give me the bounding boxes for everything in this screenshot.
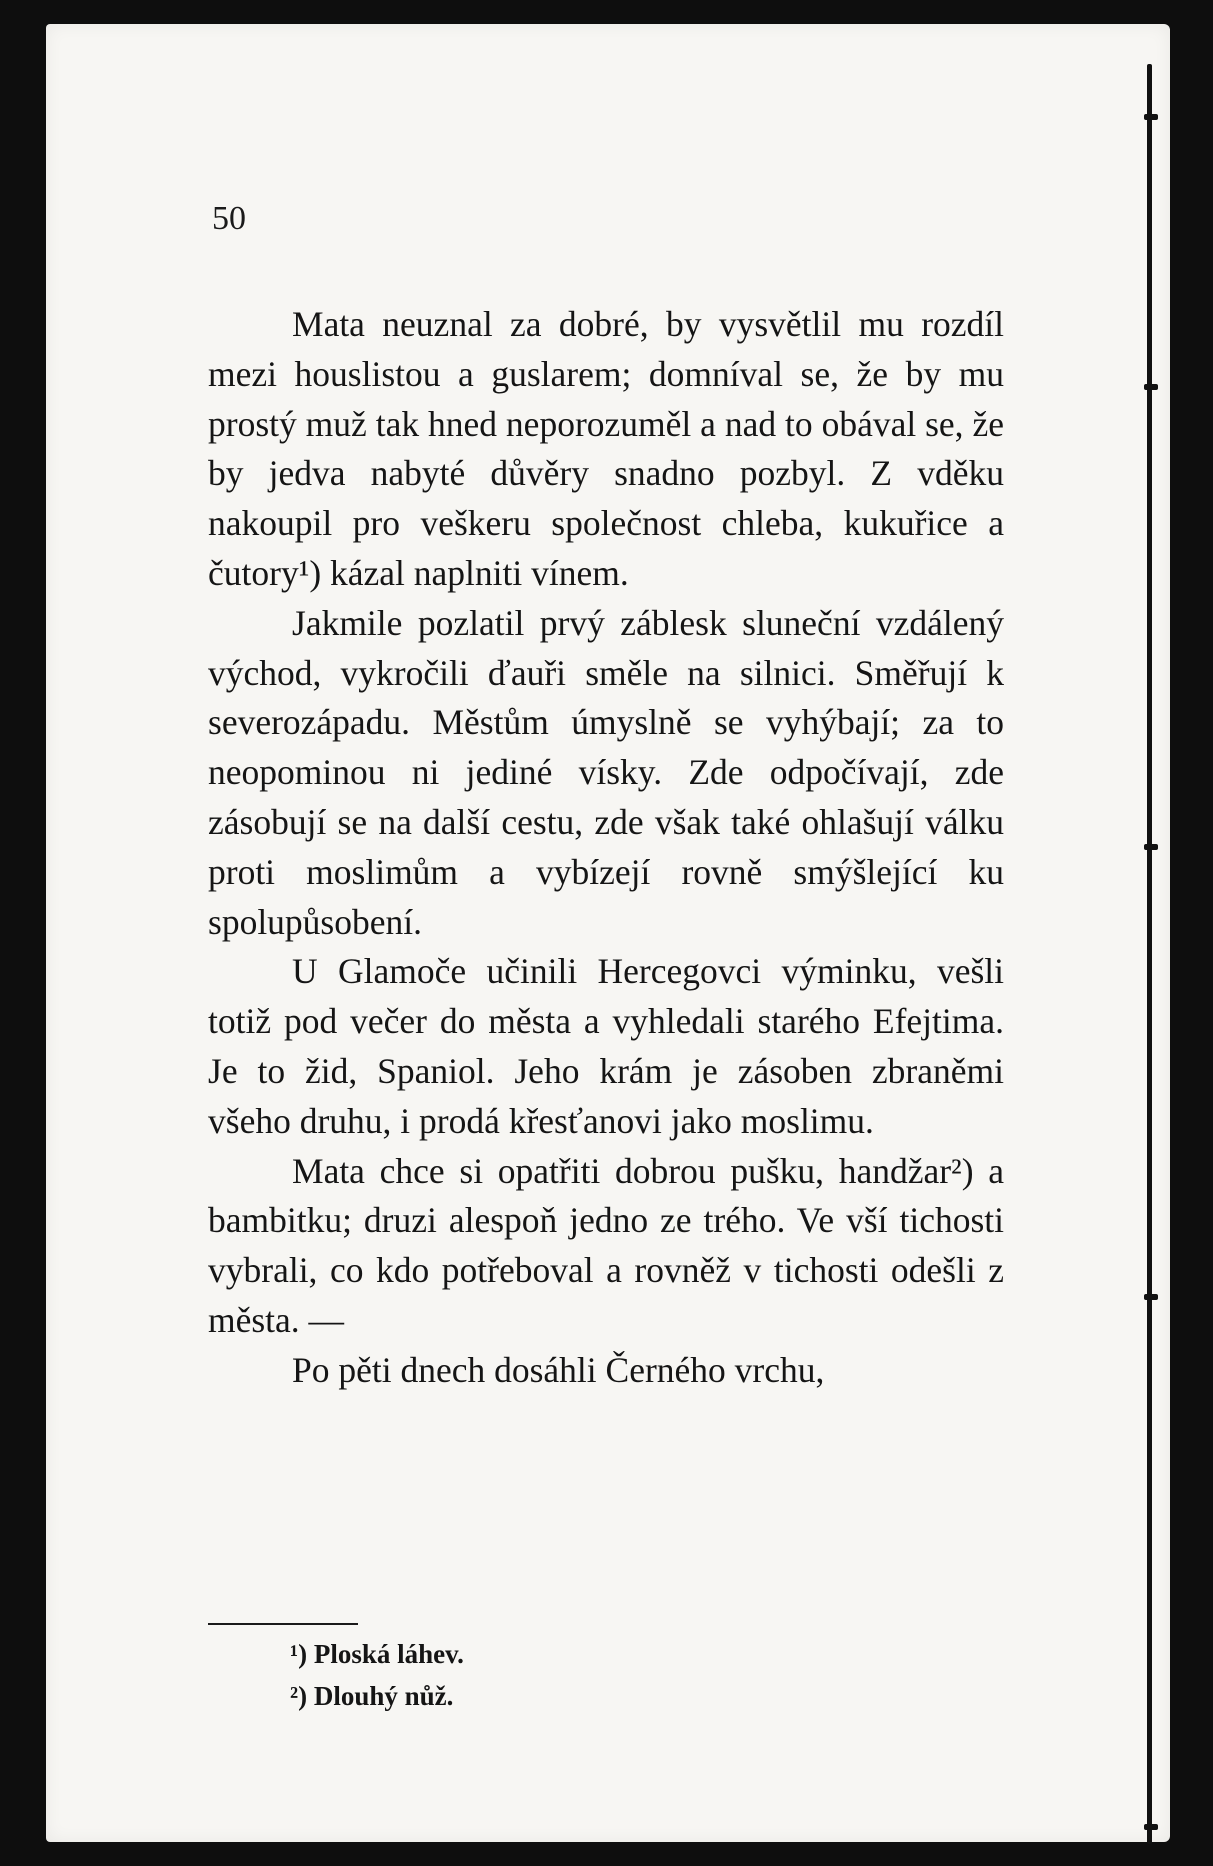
body-text — [208, 300, 1004, 1396]
paragraph: U Glamoče učinili Hercegovci výminku, vešli totiž pod večer do města a vyhledali starého Efejtima. Je to žid, Spaniol. Jeho krám je zásoben zbraněmi všeho druhu, i prodá křesťanovi jako moslimu. — [208, 951, 1004, 1141]
paragraph: Mata neuznal za dobré, by vysvětlil mu rozdíl mezi houslistou a guslarem; domníval se, že by mu prostý muž tak hned neporozuměl a nad to obával se, že by jedva nabyté důvěry snadno pozbyl. Z vděku nakoupil pro veškeru společnost chleba, kukuřice a čutory¹) kázal naplniti vínem. — [208, 304, 1004, 593]
page-number: 50 — [212, 200, 246, 237]
page-edge-mark — [1144, 1294, 1158, 1300]
paragraph: Jakmile pozlatil prvý záblesk sluneční vzdálený východ, vykročili ďauři směle na silnici. Směřují k severozápadu. Městům úmyslně se vyhýbají; za to neopominou ni jediné vísky. Zde odpočívají, zde zásobují se na další cestu, zde však také ohlašují válku proti moslimům a vybízejí rovně smýšlející ku spolupůsobení. — [208, 602, 1004, 942]
footnote-divider — [208, 1623, 358, 1625]
paragraph: Mata chce si opatřiti dobrou pušku, handžar²) a bambitku; druzi alespoň jedno ze trého. Ve vší tichosti vybrali, co kdo potřeboval a rovněž v tichosti odešli z města. — — [208, 1150, 1004, 1340]
page-edge-shadow — [1147, 64, 1152, 1844]
footnote: ¹) Ploská láhev. — [290, 1639, 464, 1669]
footnote: ²) Dlouhý nůž. — [290, 1681, 454, 1711]
page-edge-mark — [1144, 384, 1158, 390]
page-edge-mark — [1144, 114, 1158, 120]
paragraph: Po pěti dnech dosáhli Černého vrchu, — [292, 1349, 825, 1390]
page-edge-mark — [1144, 1824, 1158, 1830]
page-edge-mark — [1144, 844, 1158, 850]
footnotes — [290, 1633, 464, 1717]
